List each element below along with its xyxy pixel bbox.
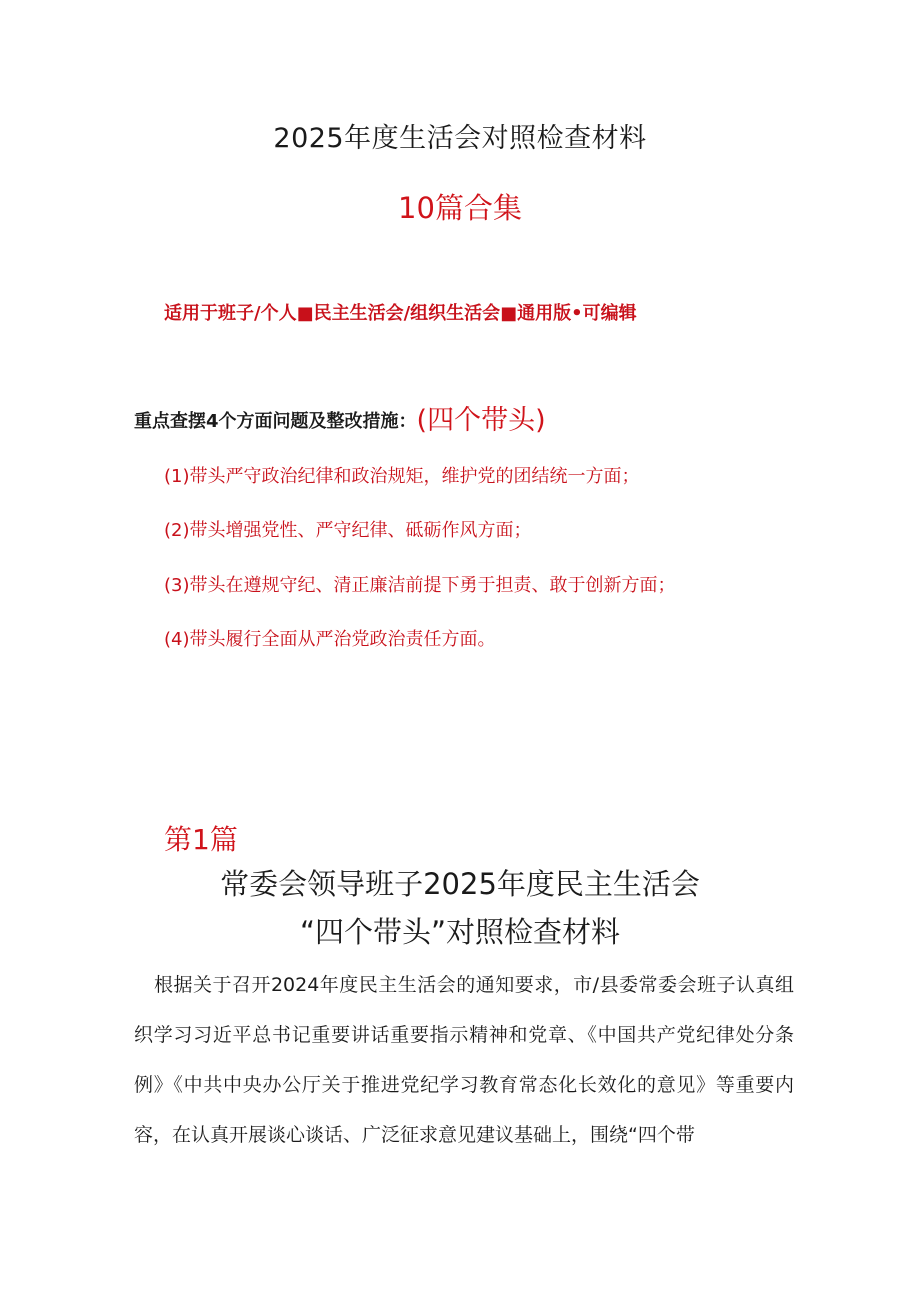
focus-lead: 重点查摆4个方面问题及整改措施： xyxy=(134,411,417,432)
list-item: (3)带头在遵规守纪、清正廉洁前提下勇于担责、敢于创新方面； xyxy=(164,575,676,596)
usage-note: 适用于班子/个人■民主生活会/组织生活会■通用版•可编辑 xyxy=(164,303,637,324)
list-item: (2)带头增强党性、严守纪律、砥砺作风方面； xyxy=(164,520,532,541)
chapter-label: 第1篇 xyxy=(164,823,238,856)
sub-title: 10篇合集 xyxy=(398,191,522,225)
chapter-title-line1: 常委会领导班子2025年度民主生活会 xyxy=(220,867,700,901)
main-title: 2025年度生活会对照检查材料 xyxy=(273,123,647,154)
body-paragraph: 根据关于召开2024年度民主生活会的通知要求，市/县委常委会班子认真组织学习习近平总书记重要讲话重要指示精神和党章、《中国共产党纪律处分条例》《中共中央办公厅关于推进党纪学习教育常态化长效化的意见》等重要内容，在认真开展谈心谈话、广泛征求意见建议基础上，围绕“四个带 xyxy=(134,974,794,1146)
list-item: (4)带头履行全面从严治党政治责任方面。 xyxy=(164,629,496,650)
chapter-title-line2: “四个带头”对照检查材料 xyxy=(299,915,621,949)
focus-highlight: (四个带头) xyxy=(416,405,546,436)
focus-heading xyxy=(134,398,546,437)
list-item: (1)带头严守政治纪律和政治规矩，维护党的团结统一方面； xyxy=(164,466,640,487)
